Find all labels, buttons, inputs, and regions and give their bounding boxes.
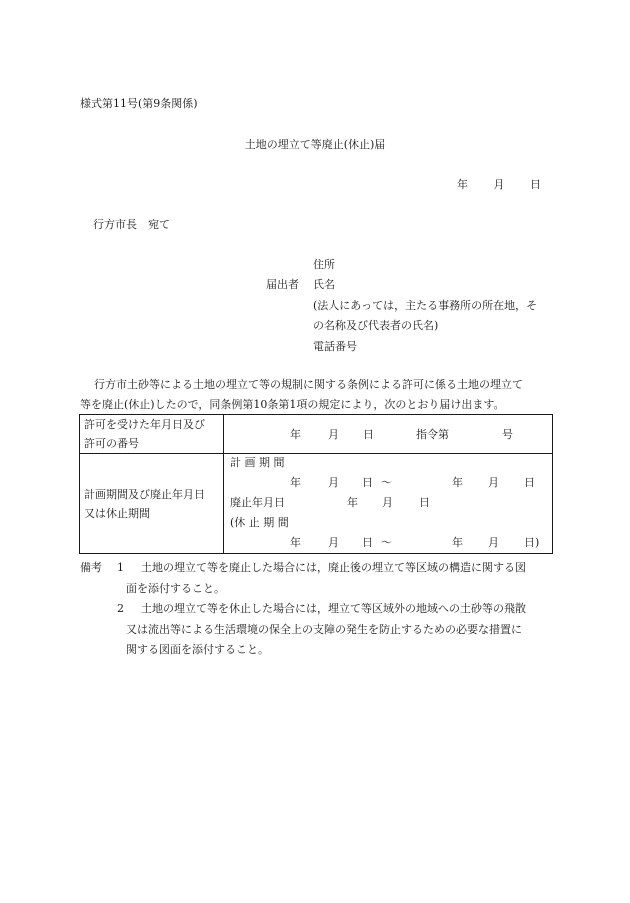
- plan-from-year: 年: [290, 476, 301, 489]
- order-prefix: 指令第: [416, 428, 449, 441]
- notes-heading: 備考: [80, 561, 102, 574]
- permit-value-cell: [224, 415, 553, 454]
- abolish-day: 日: [419, 496, 430, 509]
- form-number: 様式第11号(第9条関係): [80, 97, 198, 110]
- date-month: 月: [493, 178, 505, 191]
- body-line-2: 等を廃止(休止)したので，同条例第10条第1項の規定により，次のとおり届け出ます。: [80, 398, 505, 411]
- number-suffix: 号: [502, 428, 513, 441]
- table-row-period: [80, 454, 553, 554]
- application-table: [79, 414, 553, 554]
- period-label-line-1: 計画期間及び廃止年月日: [84, 487, 205, 501]
- plan-from-day: 日: [362, 476, 373, 489]
- date-year: 年: [457, 178, 468, 191]
- address-label: 住所: [313, 258, 335, 271]
- period-label-cell: [80, 454, 224, 554]
- susp-tilde: 〜: [381, 536, 392, 549]
- date-line: [457, 178, 541, 192]
- abolish-month: 月: [382, 496, 393, 509]
- note-2-line-3: 関する図面を添付すること。: [126, 643, 269, 656]
- susp-from-day: 日: [362, 536, 373, 549]
- plan-to-day: 日: [524, 476, 535, 489]
- suspend-heading: (休 止 期 間: [230, 516, 289, 529]
- note-2-line-1: 土地の埋立て等を休止した場合には，埋立て等区域外の地域への土砂等の飛散: [141, 602, 526, 615]
- addressee: 行方市長 宛て: [93, 218, 170, 231]
- permit-month: 月: [328, 428, 339, 441]
- susp-to-month: 月: [488, 536, 499, 549]
- susp-from-month: 月: [328, 536, 339, 549]
- abolish-label: 廃止年月日: [230, 496, 285, 509]
- date-day: 日: [530, 178, 541, 191]
- table-row-permit: [80, 415, 553, 454]
- susp-from-year: 年: [290, 536, 301, 549]
- applicant-label: 届出者: [266, 278, 299, 291]
- note-2-number: 2: [117, 602, 124, 615]
- period-label-line-2: 又は休止期間: [84, 506, 150, 520]
- note-1-line-2: 面を添付すること。: [126, 581, 225, 595]
- permit-year: 年: [290, 428, 301, 441]
- permit-label-cell: [80, 415, 224, 454]
- corp-note-line-2: の名称及び代表者の氏名): [313, 319, 439, 332]
- susp-to-day: 日): [524, 536, 540, 549]
- plan-tilde: 〜: [381, 476, 392, 489]
- permit-label-line-2: 許可の番号: [84, 437, 139, 450]
- name-label: 氏名: [313, 278, 335, 291]
- plan-to-year: 年: [452, 476, 463, 489]
- permit-day: 日: [363, 428, 374, 441]
- plan-from-month: 月: [328, 476, 339, 489]
- susp-to-year: 年: [452, 536, 463, 549]
- plan-heading: 計 画 期 間: [230, 456, 285, 469]
- document-title: 土地の埋立て等廃止(休止)届: [244, 138, 386, 151]
- plan-to-month: 月: [488, 476, 499, 489]
- body-line-1: 行方市土砂等による土地の埋立て等の規制に関する条例による許可に係る土地の埋立て: [94, 378, 523, 391]
- note-1-line-1: 土地の埋立て等を廃止した場合には，廃止後の埋立て等区域の構造に関する図: [141, 561, 526, 574]
- note-1-number: 1: [117, 561, 124, 574]
- phone-label: 電話番号: [313, 340, 357, 353]
- note-2-line-2: 又は流出等による生活環境の保全上の支障の発生を防止するための必要な措置に: [126, 622, 522, 636]
- period-value-cell: [224, 454, 553, 554]
- abolish-year: 年: [347, 496, 358, 509]
- corp-note-line-1: (法人にあっては，主たる事務所の所在地，そ: [313, 299, 538, 312]
- permit-label-line-1: 許可を受けた年月日及び: [84, 418, 205, 431]
